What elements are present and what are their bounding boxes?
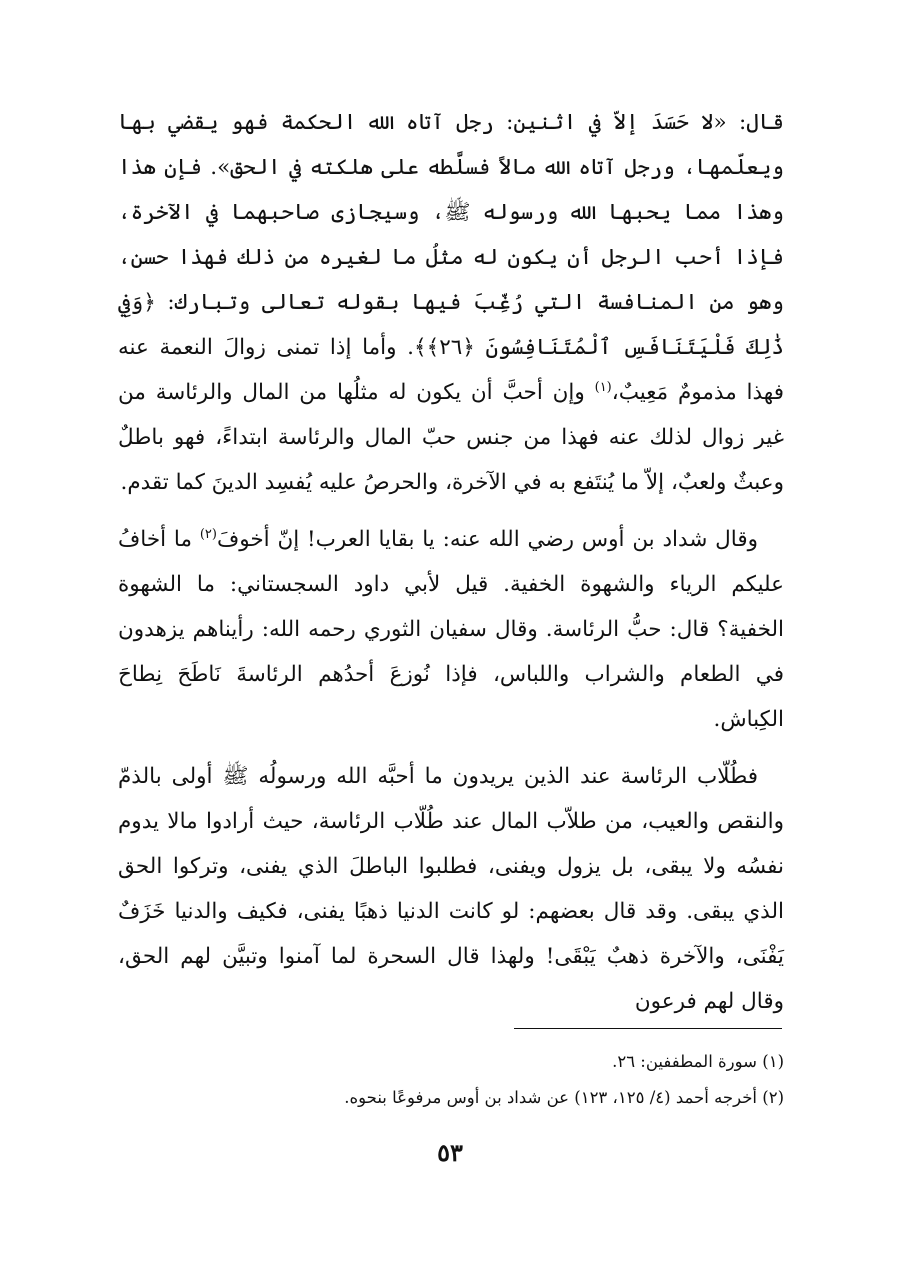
paragraph-3-line-6: ولهذا قال السحرة لما آمنوا وتبيَّن لهم الحق، وقال لهم فرعون xyxy=(118,944,784,1014)
main-text xyxy=(118,100,784,1024)
footnote-divider xyxy=(514,1028,782,1029)
paragraph-1-line-1: قال: «لا حَسَدَ إلاّ في اثنين: رجل آتاه الله الحكمة فهو يقضي بها xyxy=(118,110,784,135)
paragraph-1-line-8: فهذا من جنس حبّ المال والرئاسة ابتداءً، فهو باطلٌ وعبثٌ ولعبٌ، xyxy=(118,425,784,495)
paragraph-3-line-1: فطُلّاب الرئاسة عند الذين يريدون ما أحبَّه الله ورسولُه ﷺ أولى xyxy=(171,764,758,789)
paragraph-1-line-7: وإن أحبَّ أن يكون له مثلُها من المال والرئاسة من غير زوال لذلك عنه xyxy=(118,380,784,450)
paragraph-1-line-4: فإذا أحب الرجل أن يكون له مثلُ ما لغيره من ذلك فهذا حسن، وهو xyxy=(118,245,784,315)
paragraph-1-line-9: إلاّ ما يُنتَفع به في الآخرة، والحرصُ عليه يُفسِد الدينَ كما تقدم. xyxy=(120,470,665,495)
paragraph-2-line-2: ما أخافُ عليكم الرياء والشهوة الخفية. قيل لأبي داود السجستاني: xyxy=(118,527,784,597)
paragraph-1 xyxy=(118,100,784,505)
paragraph-3-line-4: الذي يفنى، وتركوا الحق الذي يبقى. وقد قال بعضهم: لو كانت xyxy=(118,854,784,924)
paragraph-1-line-5: من المنافسة التي رُغِّبَ فيها بقوله تعالى وتبارك: ﴿وَفِي ذَٰلِكَ فَلْيَتَنَافَسِ xyxy=(118,290,784,360)
footnote-2: (٢) أخرجه أحمد (٤/ ١٢٥، ١٢٣) عن شداد بن أوس مرفوعًا بنحوه. xyxy=(344,1088,784,1107)
paragraph-3-line-2: بالذمّ والنقص والعيب، من طلاّب المال عند طُلّاب الرئاسة، حيث xyxy=(118,764,784,834)
paragraph-2 xyxy=(118,517,784,742)
paragraph-2-line-3: ما الشهوة الخفية؟ قال: حبُّ الرئاسة. وقال سفيان الثوري رحمه xyxy=(118,572,784,642)
paragraph-1-line-6: ٱلْمُتَنَافِسُونَ ﴿٢٦﴾﴾. وأما إذا تمنى زوالَ النعمة عنه فهذا مذمومٌ مَعِيبٌ، xyxy=(118,335,784,405)
paragraph-3-line-5: الدنيا ذهبًا يفنى، فكيف والدنيا خَزَفٌ يَفْنَى، والآخرة ذهبٌ يَبْقَى! xyxy=(118,899,784,969)
footnote-marker-2: (٢) xyxy=(199,526,217,542)
footnote-1: (١) سورة المطففين: ٢٦. xyxy=(612,1052,784,1071)
paragraph-2-line-4: الله: رأيناهم يزهدون في الطعام والشراب واللباس، فإذا نُوزعَ أحدُهم xyxy=(118,617,784,687)
footnotes xyxy=(118,1044,784,1116)
paragraph-2-line-1: وقال شداد بن أوس رضي الله عنه: يا بقايا العرب! إنّ أخوفَ xyxy=(216,527,758,552)
paragraph-1-line-3: وهذا مما يحبها الله ورسوله ﷺ، وسيجازى صاحبهما في الآخرة، xyxy=(118,200,784,225)
footnote-marker-1: (١) xyxy=(594,379,612,395)
paragraph-1-line-2: ويعلّمها، ورجل آتاه الله مالاً فسلَّطه على هلكته في الحق». فإن هذا xyxy=(118,155,784,180)
page-number: ٥٣ xyxy=(437,1138,463,1167)
paragraph-3-line-3: أرادوا مالا يدوم نفسُه ولا يبقى، بل يزول ويفنى، فطلبوا الباطلَ xyxy=(118,809,784,879)
paragraph-3 xyxy=(118,754,784,1024)
paragraph-2-line-5: الرئاسةَ نَاطَحَ نِطاحَ الكِباش. xyxy=(118,662,784,732)
